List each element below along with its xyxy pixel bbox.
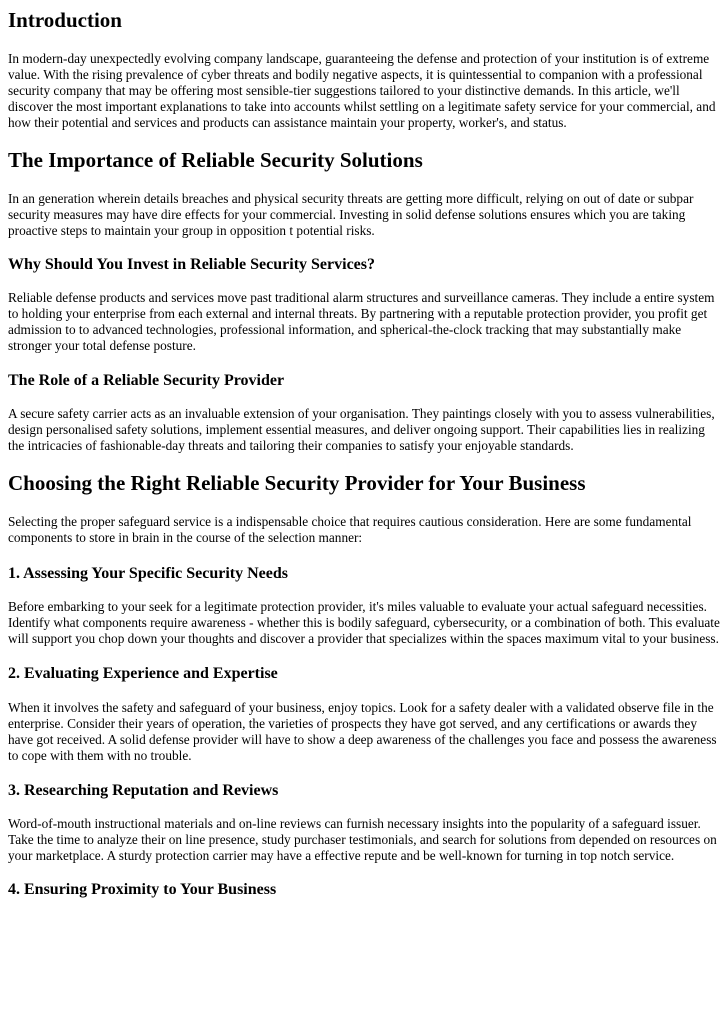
introduction-paragraph: In modern-day unexpectedly evolving company landscape, guaranteeing the defense and protection of your institution is of extreme value. With the rising prevalence of cyber threats and bodily negative aspects, it is quintessential to companion with a professional security company that may be offering most sensible-tier suggestions tailored to your distinctive demands. In this article, we'll discover the most important explanations to take into accounts whilst settling on a legitimate safety service for your commercial, and how their potential and services and products can assistance maintain your property, worker's, and status. [8,51,716,130]
ensuring-proximity-heading: 4. Ensuring Proximity to Your Business [8,881,277,898]
importance-heading: The Importance of Reliable Security Solutions [8,148,423,172]
provider-role-paragraph: A secure safety carrier acts as an invaluable extension of your organisation. They paintings closely with you to assess vulnerabilities, design personalised safety solutions, implement essential measures, and deliver ongoing support. Their capabilities lies in realizing the intricacies of fashionable-day threats and tailoring their companies to satisfy your enjoyable standards. [8,406,715,453]
why-invest-heading: Why Should You Invest in Reliable Security Services? [8,256,375,273]
choosing-provider-paragraph: Selecting the proper safeguard service is a indispensable choice that requires cautious consideration. Here are some fundamental components to store in brain in the course of the selection manner: [8,514,692,545]
assessing-needs-heading: 1. Assessing Your Specific Security Needs [8,565,288,582]
choosing-provider-heading: Choosing the Right Reliable Security Provider for Your Business [8,471,586,495]
evaluating-experience-heading: 2. Evaluating Experience and Expertise [8,665,278,682]
researching-reputation-paragraph: Word-of-mouth instructional materials and on-line reviews can furnish necessary insights into the popularity of a safeguard issuer. Take the time to analyze their on line presence, study purchaser testimonials, and search for solutions from depended on resources on your marketplace. A sturdy protection carrier may have a effective repute and be well-known for turning in top notch service. [8,816,717,863]
provider-role-heading: The Role of a Reliable Security Provider [8,372,285,389]
assessing-needs-paragraph: Before embarking to your seek for a legitimate protection provider, it's miles valuable to evaluate your actual safeguard necessities. Identify what components require awareness - whether this is bodily safeguard, cybersecurity, or a combination of both. This evaluate will support you chop down your thoughts and discover a provider that specializes within the spaces maximum vital to your business. [8,599,720,646]
evaluating-experience-paragraph: When it involves the safety and safeguard of your business, enjoy topics. Look for a safety dealer with a validated observe file in the enterprise. Consider their years of operation, the varieties of prospects they have got served, and any certifications or awards they have got received. A solid defense provider will have to show a deep awareness of the challenges you face and possess the awareness to cope with them with no trouble. [8,700,717,763]
introduction-heading: Introduction [8,8,122,32]
researching-reputation-heading: 3. Researching Reputation and Reviews [8,782,279,799]
importance-paragraph: In an generation wherein details breaches and physical security threats are getting more difficult, relying on out of date or subpar security measures may have dire effects for your commercial. Investing in solid defense solutions ensures which you are taking proactive steps to maintain your group in opposition t potential risks. [8,191,694,238]
why-invest-paragraph: Reliable defense products and services move past traditional alarm structures and surveillance cameras. They include a entire system to holding your enterprise from each external and internal threats. By partnering with a reputable protection provider, you profit get admission to to advanced technologies, professional information, and spherical-the-clock tracking that may substantially make stronger your total defense posture. [8,290,715,353]
